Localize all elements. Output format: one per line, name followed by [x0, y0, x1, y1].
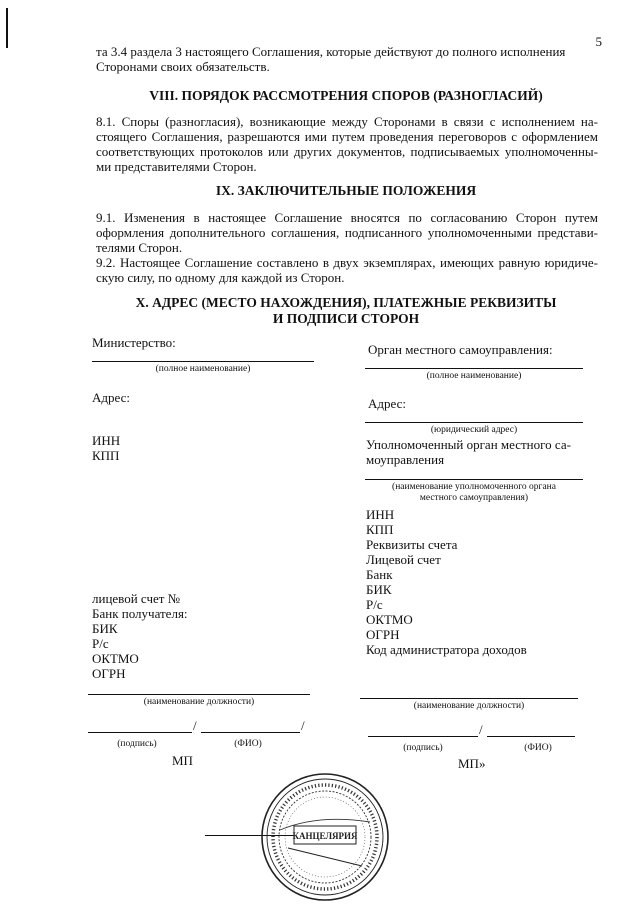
right-signature-slash: /: [479, 722, 483, 737]
section-8-line-4: ми представителями Сторон.: [96, 159, 257, 174]
section-10-title-2: И ПОДПИСИ СТОРОН: [272, 311, 420, 326]
left-signature-slash-1: /: [193, 718, 197, 733]
section-9-title: IX. ЗАКЛЮЧИТЕЛЬНЫЕ ПОЛОЖЕНИЯ: [215, 183, 477, 198]
section-8-title: VIII. ПОРЯДОК РАССМОТРЕНИЯ СПОРОВ (РАЗНОГЛАСИЙ): [149, 88, 543, 103]
right-authorized-line-1: Уполномоченный орган местного са-: [366, 437, 571, 452]
right-authorized-caption-1: (наименование уполномоченного органа: [392, 482, 556, 492]
right-mp-label: МП»: [458, 756, 486, 771]
section-9-line-2: оформления дополнительного соглашения, подписанного уполномоченными представи-: [96, 225, 598, 240]
section-9-line-4: 9.2. Настоящее Соглашение составлено в двух экземплярах, имеющих равную юридиче-: [96, 255, 598, 270]
left-signature-slash-2: /: [301, 718, 305, 733]
right-account-details-label: Реквизиты счета: [366, 537, 458, 552]
left-fio-line: [201, 732, 300, 733]
left-oktmo-label: ОКТМО: [92, 651, 139, 666]
intro-line-2: Сторонами своих обязательств.: [96, 59, 270, 74]
right-inn-label: ИНН: [366, 507, 395, 522]
left-mp-label: МП: [172, 753, 193, 768]
left-rs-label: Р/с: [92, 636, 109, 651]
left-kpp-label: КПП: [92, 448, 120, 463]
right-ogrn-label: ОГРН: [366, 627, 400, 642]
left-fio-caption: (ФИО): [234, 739, 262, 749]
stamp-center-text: КАНЦЕЛЯРИЯ: [292, 831, 358, 841]
left-bik-label: БИК: [92, 621, 118, 636]
left-recipient-bank-label: Банк получателя:: [92, 606, 188, 621]
right-fio-caption: (ФИО): [524, 743, 552, 753]
right-bank-label: Банк: [366, 567, 393, 582]
right-local-gov-label: Орган местного самоуправления:: [368, 342, 553, 357]
left-position-caption: (наименование должности): [143, 697, 255, 707]
left-signature-line: [88, 732, 192, 733]
right-legal-address-line: [365, 422, 583, 423]
right-authorized-caption-2: местного самоуправления): [419, 493, 529, 503]
section-10-title-1: X. АДРЕС (МЕСТО НАХОЖДЕНИЯ), ПЛАТЕЖНЫЕ РЕКВИЗИТЫ: [135, 295, 557, 310]
left-ogrn-label: ОГРН: [92, 666, 126, 681]
left-ministry-label: Министерство:: [92, 335, 176, 350]
section-8-line-1: 8.1. Споры (разногласия), возникающие между Сторонами в связи с исполнением на-: [96, 114, 598, 129]
right-oktmo-label: ОКТМО: [366, 612, 413, 627]
right-personal-account-label: Лицевой счет: [366, 552, 441, 567]
right-signature-line: [368, 736, 478, 737]
section-8-line-2: стоящего Соглашения, разрешаются ими путем проведения переговоров с оформлением: [96, 129, 598, 144]
right-full-name-caption: (полное наименование): [426, 371, 522, 381]
page-number: 5: [595, 34, 602, 49]
margin-line: [6, 8, 8, 48]
right-legal-address-caption: (юридический адрес): [430, 425, 518, 435]
left-full-name-caption: (полное наименование): [155, 364, 251, 374]
section-8-line-3: соответствующих протоколов или других документов, подписываемых уполномоченны-: [96, 144, 598, 159]
right-kpp-label: КПП: [366, 522, 394, 537]
section-9-line-1: 9.1. Изменения в настоящее Соглашение вносятся по согласованию Сторон путем: [96, 210, 598, 225]
right-bik-label: БИК: [366, 582, 392, 597]
right-authorized-line: [365, 479, 583, 480]
right-admin-code-label: Код администратора доходов: [366, 642, 527, 657]
section-9-line-5: скую силу, по одному для каждой из Сторон.: [96, 270, 345, 285]
right-full-name-line: [365, 368, 583, 369]
right-rs-label: Р/с: [366, 597, 383, 612]
right-authorized-line-2: моуправления: [366, 452, 445, 467]
left-position-line: [88, 694, 310, 695]
right-position-caption: (наименование должности): [413, 701, 525, 711]
section-9-line-3: телями Сторон.: [96, 240, 183, 255]
right-position-line: [360, 698, 578, 699]
official-stamp-seal: [258, 770, 392, 904]
right-fio-line: [487, 736, 575, 737]
left-personal-account-label: лицевой счет №: [92, 591, 181, 606]
left-address-label: Адрес:: [92, 390, 130, 405]
right-address-label: Адрес:: [368, 396, 406, 411]
intro-line-1: та 3.4 раздела 3 настоящего Соглашения, которые действуют до полного исполнения: [96, 44, 566, 59]
left-full-name-line: [92, 361, 314, 362]
left-inn-label: ИНН: [92, 433, 121, 448]
right-signature-caption: (подпись): [403, 743, 443, 753]
left-signature-caption: (подпись): [117, 739, 157, 749]
